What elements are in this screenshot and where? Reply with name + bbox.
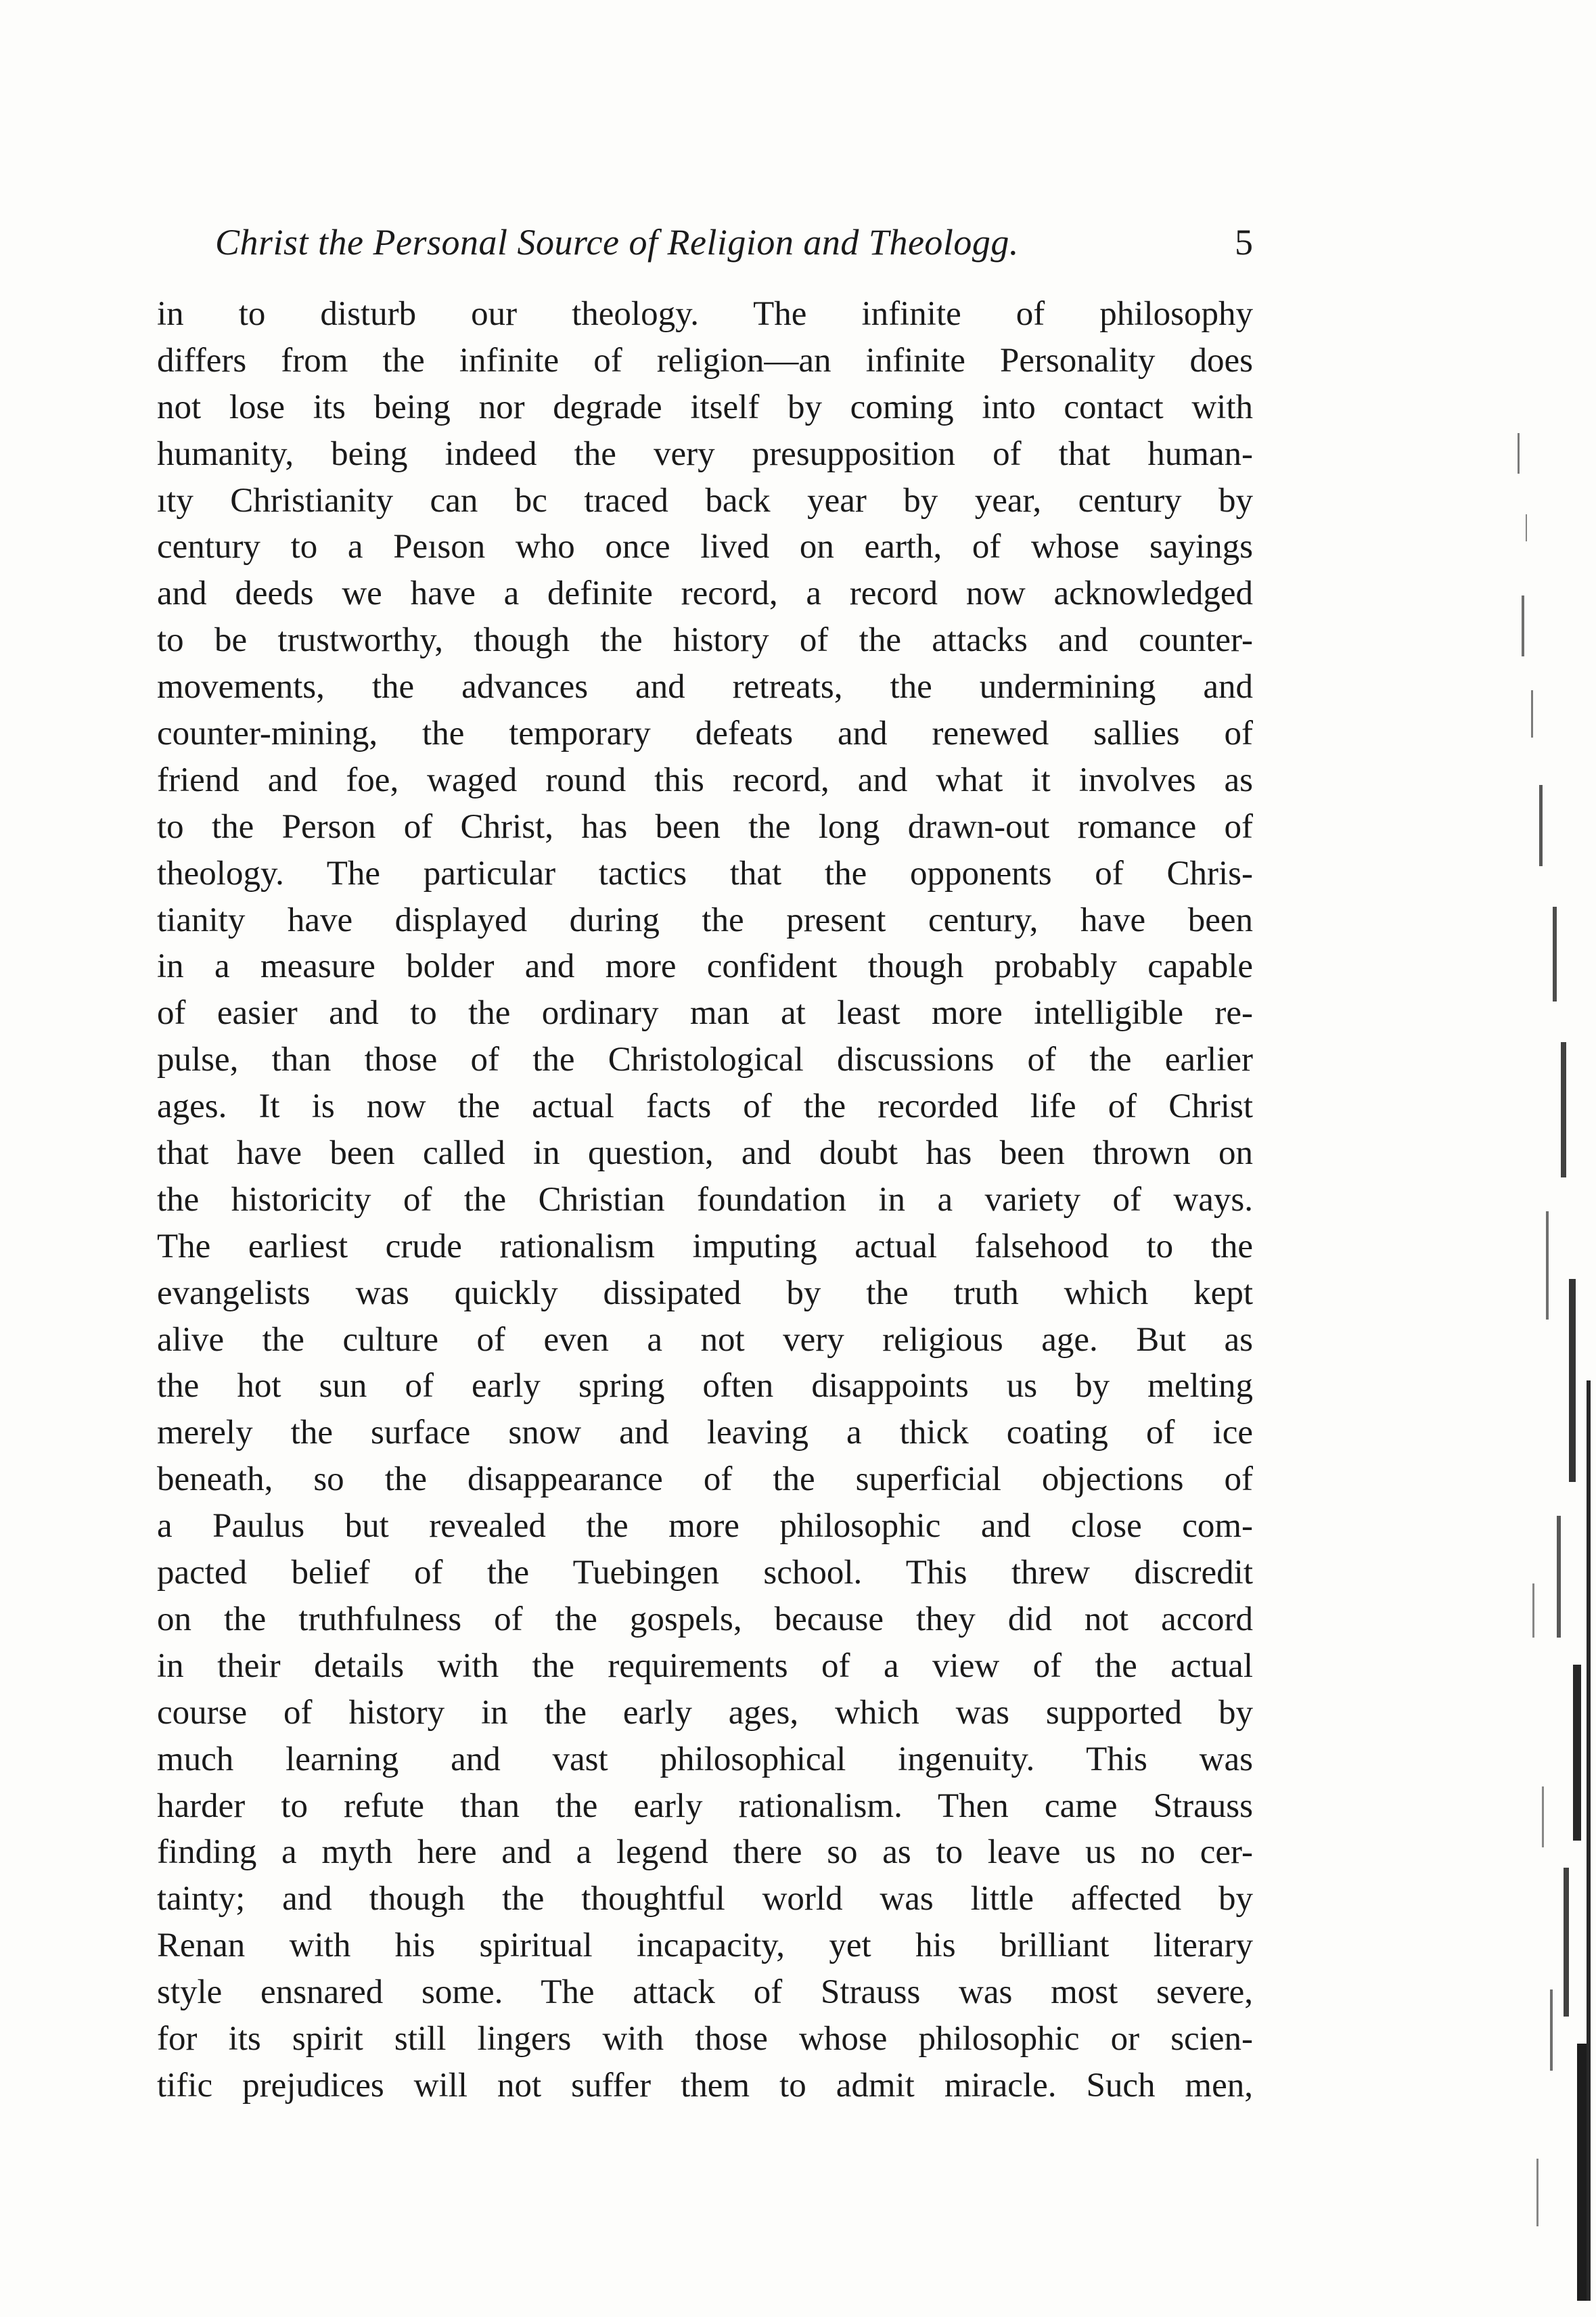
text-line: of easier and to the ordinary man at least more intelligible re-: [157, 994, 1253, 1033]
binding-edge-speckle: [1512, 433, 1596, 2317]
text-line: merely the surface snow and leaving a thick coating of ice: [157, 1414, 1253, 1452]
text-line: finding a myth here and a legend there so as to leave us no cer-: [157, 1833, 1253, 1872]
text-line: counter-mining, the temporary defeats and renewed sallies of: [157, 715, 1253, 753]
text-line: tainty; and though the thoughtful world was little affected by: [157, 1880, 1253, 1918]
text-line: style ensnared some. The attack of Strauss was most severe,: [157, 1973, 1253, 2012]
text-line: much learning and vast philosophical ingenuity. This was: [157, 1740, 1253, 1778]
text-line: Renan with his spiritual incapacity, yet his brilliant literary: [157, 1927, 1253, 1965]
text-line: to be trustworthy, though the history of the attacks and counter-: [157, 621, 1253, 660]
text-line: a Paulus but revealed the more philosophic and close com-: [157, 1507, 1253, 1546]
text-line: that have been called in question, and doubt has been thrown on: [157, 1134, 1253, 1173]
page-binding-edge: [1512, 433, 1596, 2317]
text-line: differs from the infinite of religion—an infinite Personality does: [157, 341, 1253, 380]
text-line: theology. The particular tactics that the opponents of Chris-: [157, 854, 1253, 893]
text-line: tific prejudices will not suffer them to admit miracle. Such men,: [157, 2066, 1253, 2105]
text-line: century to a Peıson who once lived on earth, of whose sayings: [157, 528, 1253, 566]
text-line: humanity, being indeed the very presupposition of that human-: [157, 434, 1253, 473]
text-line: harder to refute than the early rationalism. Then came Strauss: [157, 1786, 1253, 1825]
body-text: [157, 291, 1253, 2109]
text-line: to the Person of Christ, has been the long drawn-out romance of: [157, 807, 1253, 846]
text-line: evangelists was quickly dissipated by the truth which kept: [157, 1274, 1253, 1312]
text-line: the historicity of the Christian foundation in a variety of ways.: [157, 1180, 1253, 1219]
text-line: ages. It is now the actual facts of the recorded life of Christ: [157, 1087, 1253, 1126]
text-line: in to disturb our theology. The infinite of philosophy: [157, 295, 1253, 333]
text-line: tianity have displayed during the present century, have been: [157, 901, 1253, 939]
page-number: 5: [1235, 222, 1253, 263]
text-line: pulse, than those of the Christological discussions of the earlier: [157, 1041, 1253, 1079]
text-line: and deeds we have a definite record, a record now acknowledged: [157, 575, 1253, 613]
text-line: course of history in the early ages, which was supported by: [157, 1693, 1253, 1732]
text-line: in their details with the requirements of a view of the actual: [157, 1646, 1253, 1685]
text-line: for its spirit still lingers with those whose philosophic or scien-: [157, 2019, 1253, 2058]
text-line: ıty Christianity can bc traced back year by year, century by: [157, 481, 1253, 520]
text-line: in a measure bolder and more confident though probably capable: [157, 947, 1253, 986]
text-line: friend and foe, waged round this record, and what it involves as: [157, 761, 1253, 799]
running-head: [215, 215, 1253, 269]
text-line: the hot sun of early spring often disappoints us by melting: [157, 1367, 1253, 1405]
text-line: pacted belief of the Tuebingen school. This threw discredit: [157, 1554, 1253, 1592]
text-line: The earliest crude rationalism imputing actual falsehood to the: [157, 1227, 1253, 1265]
text-line: movements, the advances and retreats, the undermining and: [157, 668, 1253, 706]
text-line: beneath, so the disappearance of the superficial objections of: [157, 1460, 1253, 1499]
text-line: on the truthfulness of the gospels, because they did not accord: [157, 1600, 1253, 1638]
text-line: alive the culture of even a not very religious age. But as: [157, 1320, 1253, 1359]
running-title: Christ the Personal Source of Religion and Theologg.: [215, 222, 1019, 263]
text-line: not lose its being nor degrade itself by coming into contact with: [157, 388, 1253, 426]
